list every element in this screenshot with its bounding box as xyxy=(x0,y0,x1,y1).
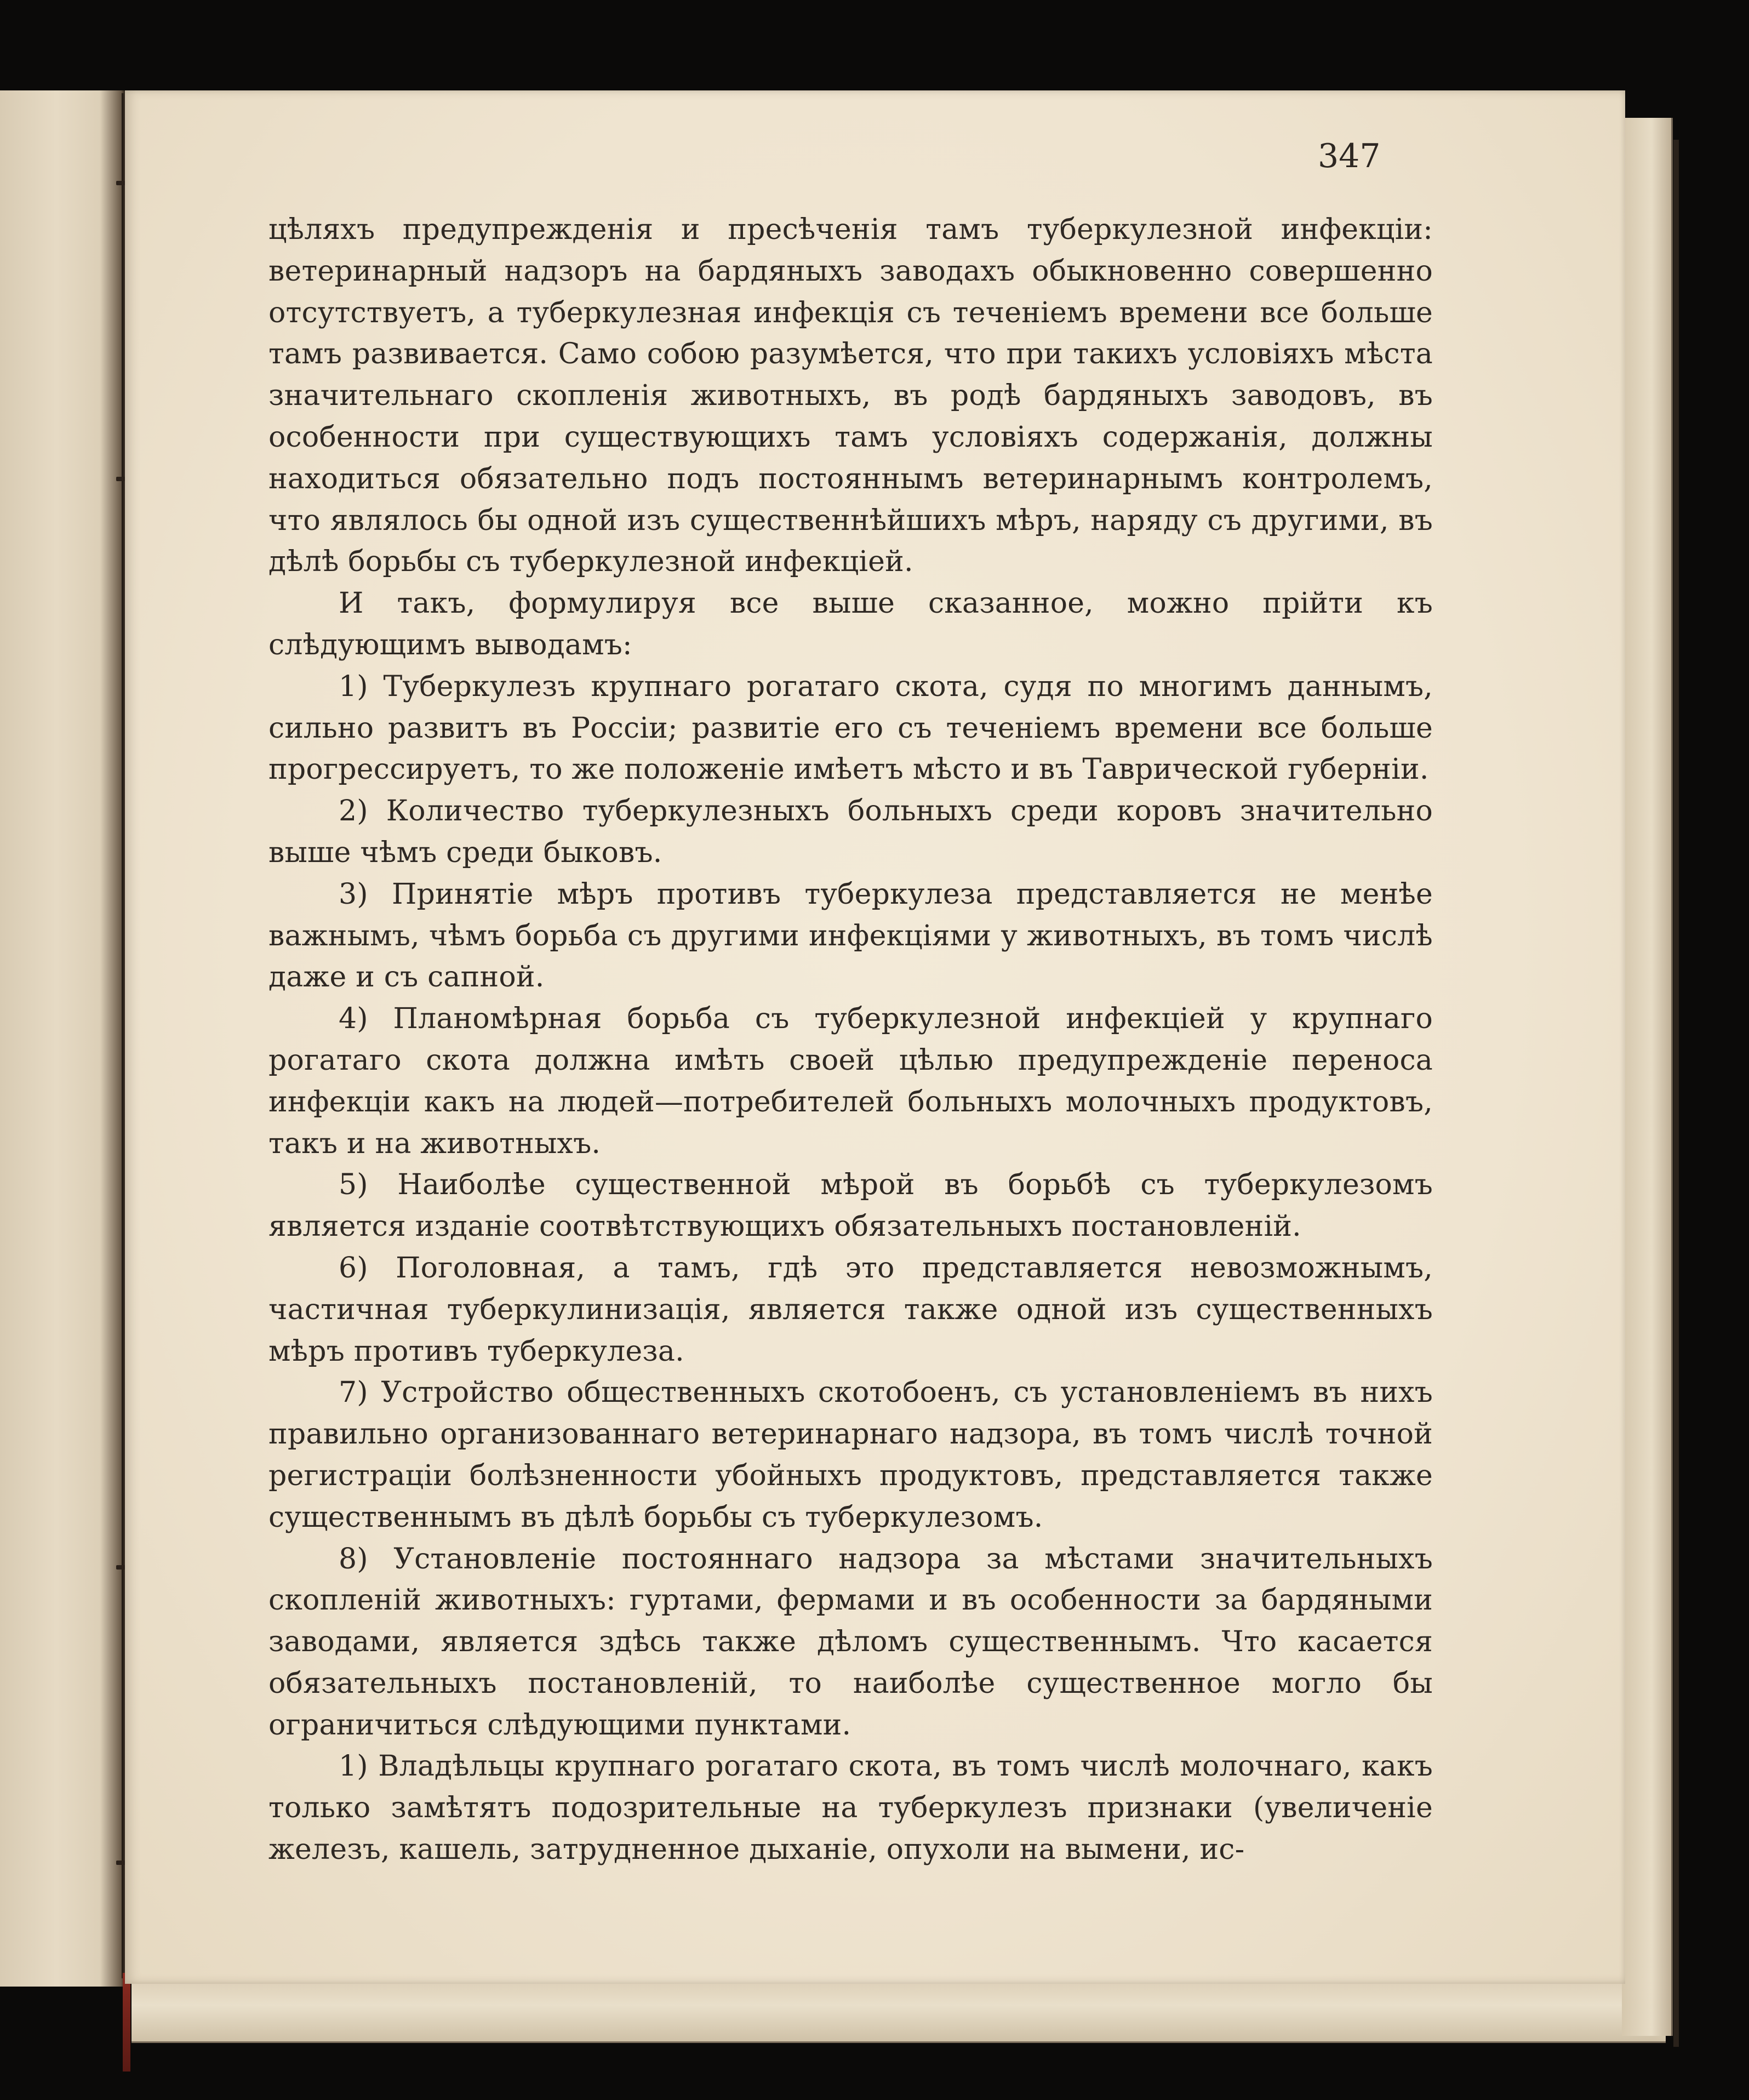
paragraph-summary: И такъ, формулируя все выше сказанное, можно прійти къ слѣдующимъ выводамъ: xyxy=(268,587,1433,661)
conclusion-item-1: 1) Туберкулезъ крупнаго рогатаго скота, судя по многимъ даннымъ, сильно развитъ въ Россіи; развитіе его съ теченіемъ времени все больше прогрессируетъ, то же положеніе имѣетъ мѣсто и въ Таврической губерніи. xyxy=(268,670,1433,786)
conclusion-item-4: 4) Планомѣрная борьба съ туберкулезной инфекціей у крупнаго рогатаго скота должна имѣть своей цѣлью предупрежденіе переноса инфекціи какъ на людей—потребителей больныхъ молочныхъ продуктовъ, такъ и на животныхъ. xyxy=(268,1002,1433,1160)
conclusion-item-3: 3) Принятіе мѣръ противъ туберкулеза представляется не менѣе важнымъ, чѣмъ борьба съ другими инфекціями у животныхъ, въ томъ числѣ даже и съ сапной. xyxy=(268,877,1433,994)
conclusion-item-6: 6) Поголовная, а тамъ, гдѣ это представляется невозможнымъ, частичная туберкулинизація, является также одной изъ существенныхъ мѣръ противъ туберкулеза. xyxy=(268,1251,1433,1368)
body-text xyxy=(268,209,1433,1871)
page-stack-bottom xyxy=(132,1981,1666,2043)
page-stack-right xyxy=(1622,118,1673,2036)
regulation-item-1: 1) Владѣльцы крупнаго рогатаго скота, въ томъ числѣ молочнаго, какъ только замѣтятъ подозрительные на туберкулезъ признаки (увеличеніе железъ, кашель, затрудненное дыханіе, опухоли на вымени, ис- xyxy=(268,1750,1433,1867)
conclusion-item-8: 8) Установленіе постояннаго надзора за мѣстами значительныхъ скопленій животныхъ: гуртами, фермами и въ особенности за бардяными заводами, является здѣсь также дѣломъ существеннымъ. Что касается обязательныхъ постановленій, то наиболѣе существенное могло бы ограничиться слѣдующими пунктами. xyxy=(268,1542,1433,1742)
cover-red-edge xyxy=(123,1973,130,2072)
conclusion-item-7: 7) Устройство общественныхъ скотобоенъ, съ установленіемъ въ нихъ правильно организованнаго ветеринарнаго надзора, въ томъ числѣ точной регистраціи болѣзненности убойныхъ продуктовъ, представляется также существеннымъ въ дѣлѣ борьбы съ туберкулезомъ. xyxy=(268,1376,1433,1534)
paragraph-intro: цѣляхъ предупрежденія и пресѣченія тамъ туберкулезной инфекціи: ветеринарный надзоръ на бардяныхъ заводахъ обыкновенно совершенно отсутствуетъ, а туберкулезная инфекція съ теченіемъ времени все больше тамъ развивается. Само собою разумѣется, что при такихъ условіяхъ мѣста значительнаго скопленія животныхъ, въ родѣ бардяныхъ заводовъ, въ особенности при существующихъ тамъ условіяхъ содержанія, должны находиться обязательно подъ постояннымъ ветеринарнымъ контролемъ, что являлось бы одной изъ существеннѣйшихъ мѣръ, наряду съ другими, въ дѣлѣ борьбы съ туберкулезной инфекціей. xyxy=(268,213,1433,579)
conclusion-item-5: 5) Наиболѣе существенной мѣрой въ борьбѣ съ туберкулезомъ является изданіе соотвѣтствующихъ обязательныхъ постановленій. xyxy=(268,1168,1433,1243)
conclusion-item-2: 2) Количество туберкулезныхъ больныхъ среди коровъ значительно выше чѣмъ среди быковъ. xyxy=(268,795,1433,869)
page-number: 347 xyxy=(1318,137,1381,175)
previous-page-edge xyxy=(0,90,125,1987)
cover-edge xyxy=(1673,140,1679,2047)
